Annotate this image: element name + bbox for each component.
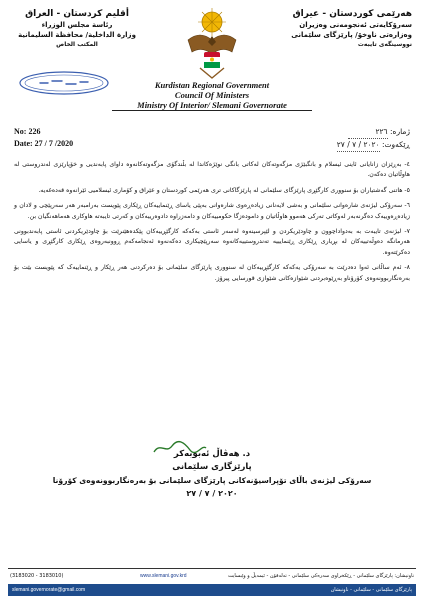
letterhead-english [112, 80, 312, 111]
reference-number-value-ku: ٢٢٦ [348, 126, 388, 139]
footer-contact-line [10, 571, 414, 581]
kurdistan-emblem-icon [182, 6, 242, 82]
letterhead-arabic [12, 8, 142, 50]
body-paragraph-4: ٤- بەڕێزان زانایانی ئاینی ئیسلام و بانگبێژی مزگەوتەکان لەکاتی بانگی نوێژەکاندا لە بڵندگۆی مزگەوتەکانەوە داوای پابەندیی و خۆپارێزی لەندروستی لە هاوڵاتیان دەکەن. [14, 161, 410, 179]
body-paragraph-8: ٨- ئەم ساڵانی ئەوا دەدرێت بە سەرۆکی یەکەکە کارگێڕییەکان لە سنووری پارێزگای سلێمانی بۆ دەرکردنی هەر ڕێکار و ڕێنماییەک کە پێویست بێت بۆ بەرەنگاربوونەوەی کۆرۆناو بەڕێوەبردنی شێوازەکانی شێوازی قورسایی پیرۆز. [14, 264, 410, 282]
reference-number-label-ku: ژمارە: [389, 127, 410, 136]
letterhead-ministry-ar: وزارة الداخلية/ محافظة السليمانية [18, 31, 136, 39]
letterhead-council-ku: سەرۆکایەتی ئەنجومەنی وەزیران [299, 21, 412, 29]
office-stamp-icon [18, 70, 110, 96]
letterhead-region-ku: هەرێمی کوردستان - عیراق [292, 9, 412, 19]
letterhead-office-ar: المكتب الخاص [56, 41, 98, 48]
reference-date: Date: 27 / 7 /2020 [14, 139, 74, 148]
reference-kurdish [280, 126, 410, 152]
signatory-name: د. هەڤاڵ ئەبوبەکر [173, 449, 251, 459]
letter-footer [0, 566, 424, 600]
letterhead-english-line1: Kurdistan Regional Government [154, 80, 270, 90]
reference-english [14, 126, 134, 150]
letterhead-english-line3: Ministry Of Interior/ Slemani Governorate [112, 100, 312, 111]
footer-email-link[interactable]: slemani.governorate@gmail.com [12, 587, 86, 593]
reference-number: No: 226 [14, 127, 41, 136]
reference-date-label-ku: ڕێکەوت: [381, 140, 410, 149]
letterhead-english-line2: Council Of Ministers [174, 90, 250, 100]
reference-date-value-ku: ٢٠٢٠ / ٧ / ٢٧ [337, 139, 380, 152]
letterhead-ministry-ku: وەزارەتی ناوخۆ/ پارێزگای سلێمانی [291, 31, 412, 39]
footer-bar-text: پارێزگای سلێمانی - سلێمانی - ناونیشان [330, 587, 412, 593]
letterhead-kurdish [262, 8, 412, 50]
letterhead-office-ku: نووسینگەی تایبەت [357, 41, 412, 48]
body-paragraph-5: ٥- هاتنی گەشتیاران بۆ سنووری کارگێڕی پارێزگای سلێمانی لە پارێزگاکانی تری هەرێمی کوردستان و عێراق و کۆماری ئیسلامیی ئێرانەوە قەدەغەیە. [38, 186, 410, 194]
body-paragraph-6: ٦- سەرۆکی لیژنەی شارەوانی سلێمانی و بەشی لایەنانی زیادەڕەوی شارەوانی بەپێی یاسای ڕێنماییەکان ڕێکاری پێویست بەرامبەر هەر سەرپێچی و لادان و زیادەڕەوییەک دەگرنەبەر لەوکاتی تەرکی هەموو هاوڵاتیان و دامودەزگا حکومییەکان و دامەزراوە دادوەرییەکان و کەرتی تایبەتە هاوکاری هەماهەنگیان بن. [14, 202, 410, 220]
signatory-title: پارێزگاری سلێمانی [172, 462, 252, 472]
letter-body [14, 160, 410, 289]
letterhead-region-ar: أقليم كردستان - العراق [25, 9, 129, 19]
signature-date: ٢٠٢٠ / ٧ / ٢٧ [186, 489, 238, 498]
footer-divider [8, 568, 416, 569]
footer-address: ناونیشان: پارێزگای سلێمانی - ڕێکخراوی سەرەکی سلێمانی - تەلەفۆن - ئیمەیڵ و وێبسایت [228, 573, 414, 579]
footer-phone: (3183020 - 3183010) [10, 573, 64, 579]
body-paragraph-7: ٧- لیژنەی تایبەت بە بەدواداچوون و چاودێریکردن و لێپرسینەوە لەسەر ئاستی بەکەکە کارگێڕییەکان پێکدەهێنرێت بۆ چاودێریکردنی ئاستی پابەندبوونی هەرمانگە دەوڵەتییەکان لە بڕیاری ڕێکاری ڕێنمایییە تەندروستییەکانەوە سەرپێچیکاری دەکەنەوە ئەنجامەکەم ڕوونبەروەی ڕێکاری کارگێڕی و یاسایی دەکرێتەوە. [14, 228, 410, 256]
signatory-role: سەرۆکی لیژنەی باڵای تۆپراسیۆنەکانی پارێزگای سلێمانی بۆ بەرەنگاربوونەوەی کۆرۆنا [52, 476, 372, 485]
letterhead-council-ar: رئاسة مجلس الوزراء [41, 21, 113, 29]
signature-block [14, 448, 410, 500]
footer-website-link[interactable]: www.slemani.gov.krd [140, 573, 187, 579]
footer-bar [8, 584, 416, 596]
